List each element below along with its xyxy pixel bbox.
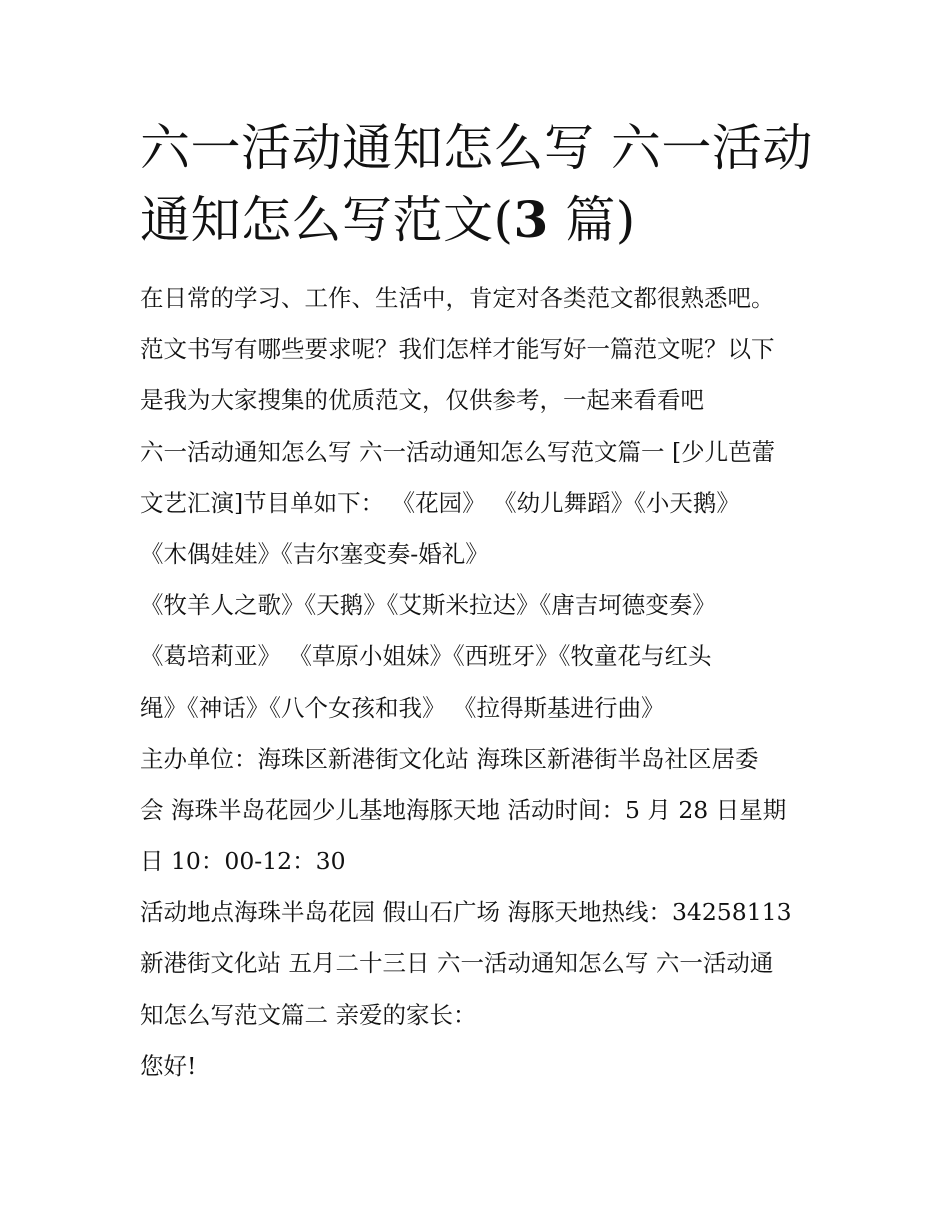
body-line: 是我为大家搜集的优质范文，仅供参考，一起来看看吧 [140, 386, 704, 415]
title-line-2-post: 篇) [548, 191, 636, 249]
body-line: 六一活动通知怎么写 六一活动通知怎么写范文篇一 [少儿芭蕾 [140, 437, 776, 466]
document-body [140, 273, 820, 1092]
body-line: 活动地点海珠半岛花园 假山石广场 海豚天地热线：34258113 [140, 898, 792, 927]
body-line: 会 海珠半岛花园少儿基地海豚天地 活动时间：5 月 28 日星期 [140, 795, 787, 824]
title-line-2-pre: 通知怎么写范文( [140, 191, 514, 249]
body-line: 《牧羊人之歌》《天鹅》《艾斯米拉达》《唐吉坷德变奏》 [140, 591, 716, 620]
body-line: 绳》《神话》《八个女孩和我》 《拉得斯基进行曲》 [140, 693, 665, 722]
title-line-2-bold: 3 [513, 190, 549, 249]
document-title [140, 112, 820, 256]
body-line: 《葛培莉亚》 《草原小姐妹》《西班牙》《牧童花与红头 [140, 642, 712, 671]
title-line-1: 六一活动通知怎么写 六一活动 [140, 119, 813, 177]
body-line: 新港街文化站 五月二十三日 六一活动通知怎么写 六一活动通 [140, 949, 774, 978]
body-line: 您好! [140, 1051, 197, 1080]
body-line: 日 10：00-12：30 [140, 847, 346, 876]
body-line: 范文书写有哪些要求呢？我们怎样才能写好一篇范文呢？以下 [140, 335, 775, 364]
body-line: 主办单位：海珠区新港街文化站 海珠区新港街半岛社区居委 [140, 744, 759, 773]
body-line: 知怎么写范文篇二 亲爱的家长： [140, 1000, 477, 1029]
body-line: 《木偶娃娃》《吉尔塞变奏-婚礼》 [140, 539, 489, 568]
body-line: 在日常的学习、工作、生活中，肯定对各类范文都很熟悉吧。 [140, 284, 775, 312]
body-line: 文艺汇演]节目单如下： 《花园》 《幼儿舞蹈》《小天鹅》 [140, 488, 740, 517]
